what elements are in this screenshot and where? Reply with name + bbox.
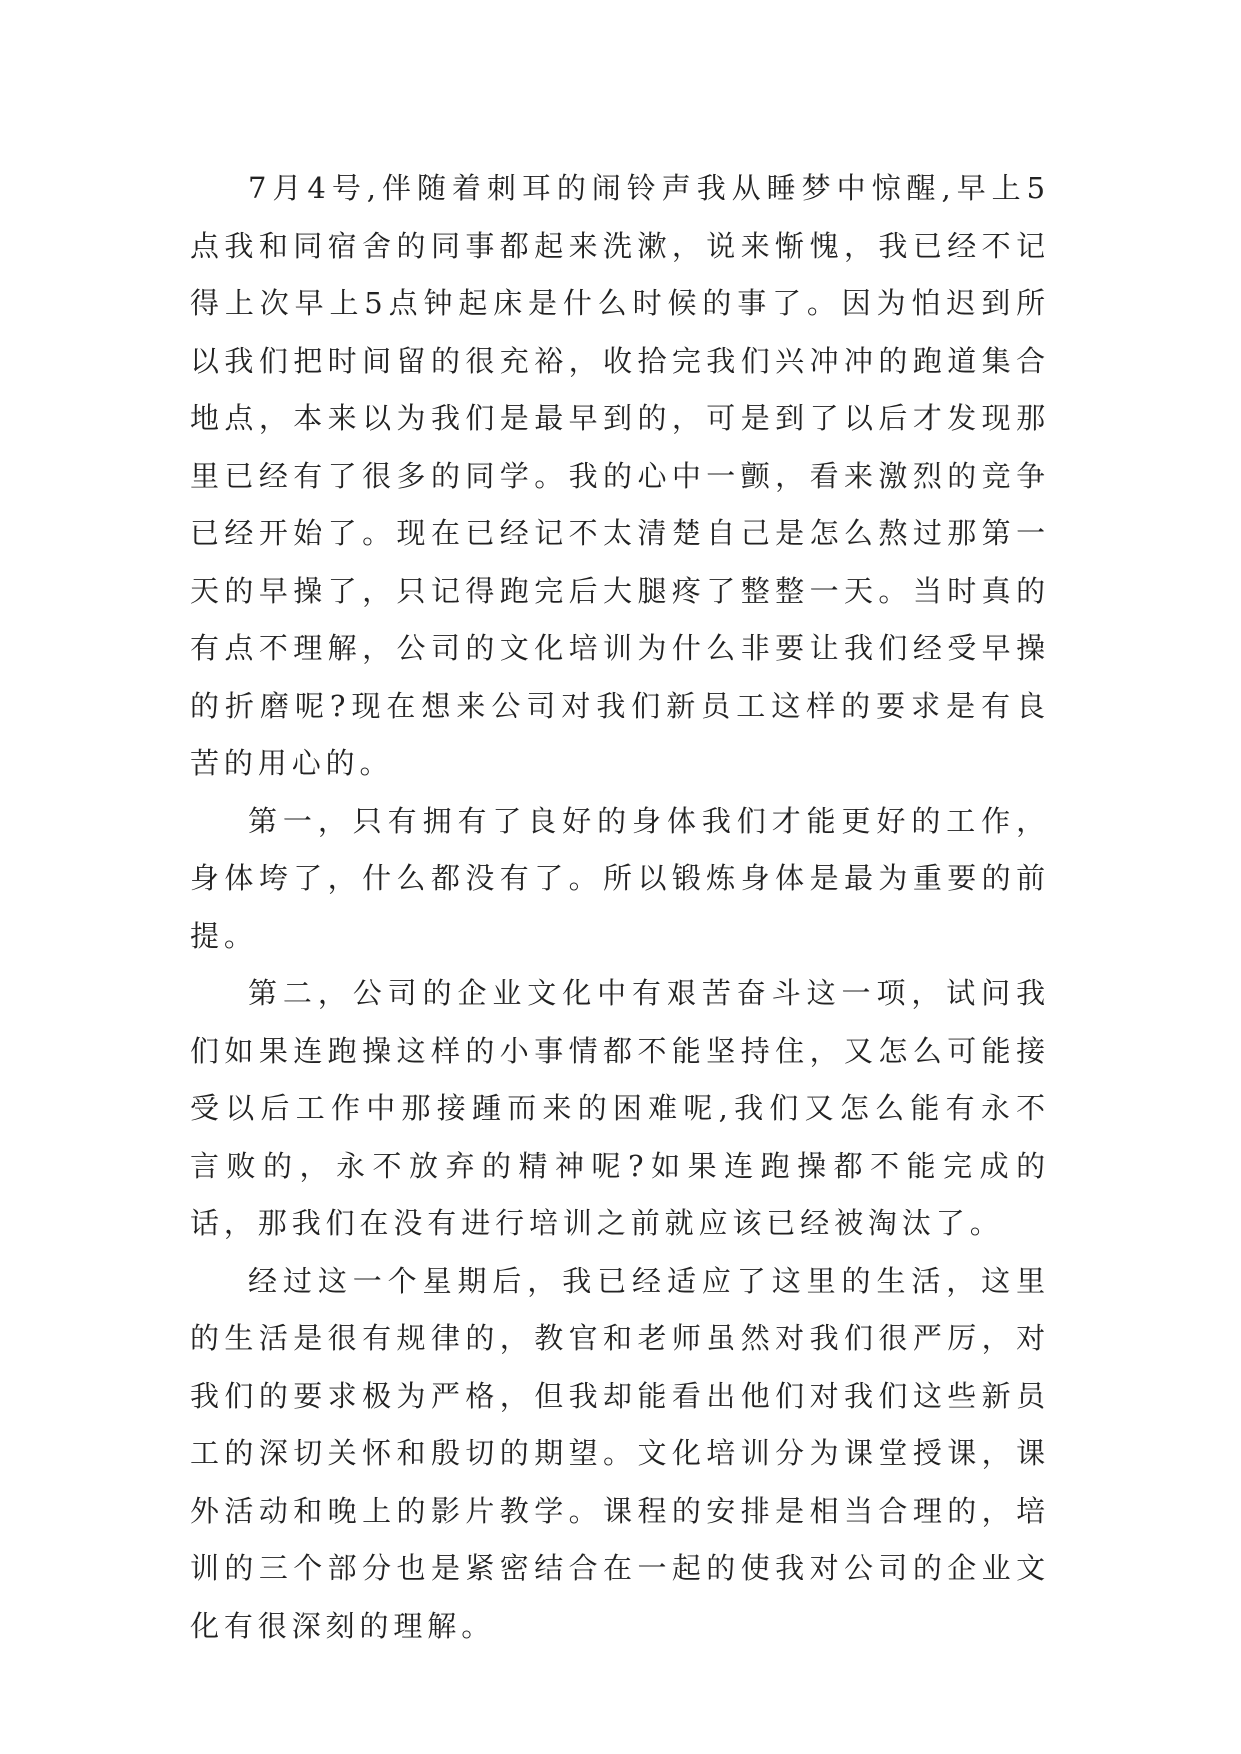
document-body [190,160,1050,1655]
paragraph-4: 经过这一个星期后，我已经适应了这里的生活，这里的生活是很有规律的，教官和老师虽然对我们很严厉，对我们的要求极为严格，但我却能看出他们对我们这些新员工的深切关怀和殷切的期望。文化培训分为课堂授课，课外活动和晚上的影片教学。课程的安排是相当合理的，培训的三个部分也是紧密结合在一起的使我对公司的企业文化有很深刻的理解。 [190,1263,1050,1643]
paragraph-3: 第二，公司的企业文化中有艰苦奋斗这一项，试问我们如果连跑操这样的小事情都不能坚持住，又怎么可能接受以后工作中那接踵而来的困难呢,我们又怎么能有永不言败的，永不放弃的精神呢?如果连跑操都不能完成的话，那我们在没有进行培训之前就应该已经被淘汰了。 [190,976,1050,1240]
paragraph-1: 7月4号,伴随着刺耳的闹铃声我从睡梦中惊醒,早上5点我和同宿舍的同事都起来洗漱，说来惭愧，我已经不记得上次早上5点钟起床是什么时候的事了。因为怕迟到所以我们把时间留的很充裕，收拾完我们兴冲冲的跑道集合地点，本来以为我们是最早到的，可是到了以后才发现那里已经有了很多的同学。我的心中一颤，看来激烈的竞争已经开始了。现在已经记不太清楚自己是怎么熬过那第一天的早操了，只记得跑完后大腿疼了整整一天。当时真的有点不理解，公司的文化培训为什么非要让我们经受早操的折磨呢?现在想来公司对我们新员工这样的要求是有良苦的用心的。 [190,171,1050,780]
paragraph-2: 第一，只有拥有了良好的身体我们才能更好的工作，身体垮了，什么都没有了。所以锻炼身体是最为重要的前提。 [190,803,1050,953]
